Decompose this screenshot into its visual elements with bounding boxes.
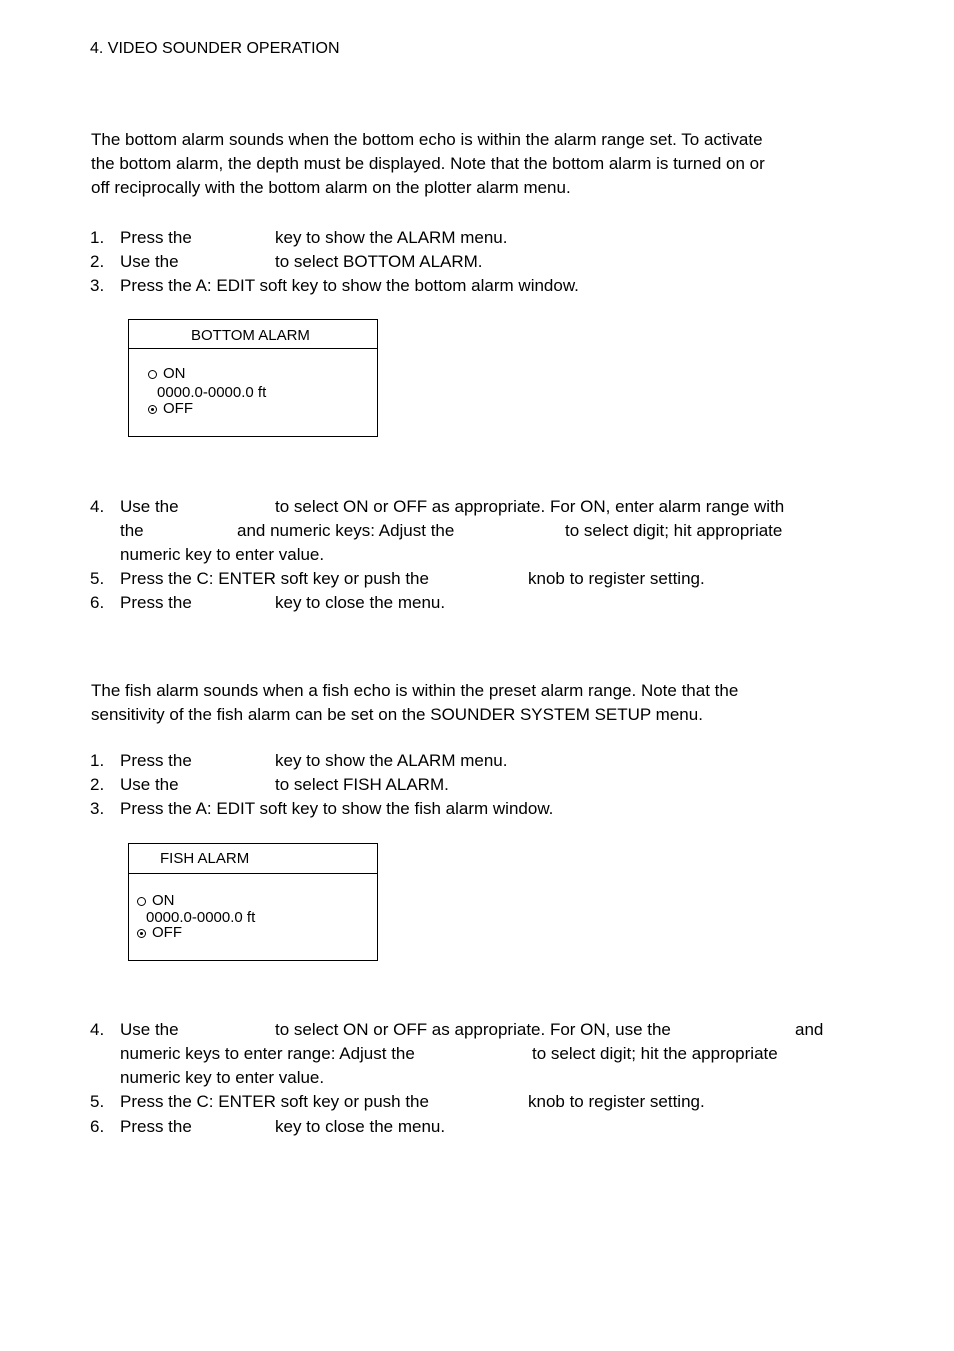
bottom-intro-line-2: the bottom alarm, the depth must be displayed. Note that the bottom alarm is turned on or	[91, 154, 765, 173]
step-number: 3.	[90, 276, 105, 295]
step-number: 4.	[90, 1020, 105, 1039]
on-option[interactable]	[148, 365, 186, 382]
on-label: ON	[152, 892, 175, 909]
range-value: 0000.0-0000.0 ft	[157, 384, 267, 401]
step-number: 2.	[90, 252, 105, 271]
step-text: Use the	[120, 252, 179, 271]
radio-selected-icon	[137, 929, 146, 938]
step-number: 6.	[90, 593, 105, 612]
step-text: Press the	[120, 1117, 192, 1136]
radio-selected-icon	[148, 405, 157, 414]
off-option[interactable]	[148, 400, 193, 417]
step-text: Press the	[120, 593, 192, 612]
step-text: Use the	[120, 497, 179, 516]
step-text: to select digit; hit appropriate	[565, 521, 783, 540]
radio-unselected-icon	[148, 370, 157, 379]
step-text: numeric key to enter value.	[120, 545, 325, 564]
step-text: key to show the ALARM menu.	[275, 751, 508, 770]
radio-unselected-icon	[137, 897, 146, 906]
window-divider	[129, 348, 377, 349]
step-number: 6.	[90, 1117, 105, 1136]
step-text: the	[120, 521, 144, 540]
window-title: FISH ALARM	[160, 850, 250, 867]
step-text: Use the	[120, 775, 179, 794]
step-text: Press the	[120, 751, 192, 770]
step-text: knob to register setting.	[528, 1092, 705, 1111]
fish-intro-line-2: sensitivity of the fish alarm can be set on the SOUNDER SYSTEM SETUP menu.	[91, 705, 703, 724]
step-text: to select FISH ALARM.	[275, 775, 449, 794]
step-text: to select BOTTOM ALARM.	[275, 252, 483, 271]
step-number: 5.	[90, 569, 105, 588]
step-text: Press the A: EDIT soft key to show the fish alarm window.	[120, 799, 554, 818]
step-number: 1.	[90, 751, 105, 770]
step-text: knob to register setting.	[528, 569, 705, 588]
off-label: OFF	[163, 400, 193, 417]
step-text: to select digit; hit the appropriate	[532, 1044, 778, 1063]
step-text: key to close the menu.	[275, 593, 446, 612]
window-divider	[129, 873, 377, 874]
window-title: BOTTOM ALARM	[191, 327, 310, 344]
page-header: 4. VIDEO SOUNDER OPERATION	[90, 40, 340, 57]
step-text: key to show the ALARM menu.	[275, 228, 508, 247]
off-option[interactable]	[137, 924, 182, 941]
bottom-alarm-window	[128, 319, 378, 437]
step-text: Press the C: ENTER soft key or push the	[120, 1092, 429, 1111]
step-text: and	[795, 1020, 824, 1039]
fish-alarm-window	[128, 843, 378, 961]
on-option[interactable]	[137, 892, 175, 909]
step-text: and numeric keys: Adjust the	[237, 521, 455, 540]
step-text: Press the	[120, 228, 192, 247]
step-number: 1.	[90, 228, 105, 247]
step-text: Use the	[120, 1020, 179, 1039]
bottom-intro-line-1: The bottom alarm sounds when the bottom echo is within the alarm range set. To activate	[91, 130, 763, 149]
range-value: 0000.0-0000.0 ft	[146, 909, 256, 926]
step-text: to select ON or OFF as appropriate. For ON, use the	[275, 1020, 671, 1039]
step-text: Press the A: EDIT soft key to show the bottom alarm window.	[120, 276, 579, 295]
fish-intro-line-1: The fish alarm sounds when a fish echo is within the preset alarm range. Note that the	[91, 681, 739, 700]
step-number: 2.	[90, 775, 105, 794]
step-number: 4.	[90, 497, 105, 516]
step-text: numeric key to enter value.	[120, 1068, 325, 1087]
step-number: 3.	[90, 799, 105, 818]
step-text: key to close the menu.	[275, 1117, 446, 1136]
step-text: Press the C: ENTER soft key or push the	[120, 569, 429, 588]
off-label: OFF	[152, 924, 182, 941]
bottom-intro-line-3: off reciprocally with the bottom alarm on the plotter alarm menu.	[91, 178, 571, 197]
on-label: ON	[163, 365, 186, 382]
step-number: 5.	[90, 1092, 105, 1111]
step-text: to select ON or OFF as appropriate. For ON, enter alarm range with	[275, 497, 785, 516]
step-text: numeric keys to enter range: Adjust the	[120, 1044, 415, 1063]
